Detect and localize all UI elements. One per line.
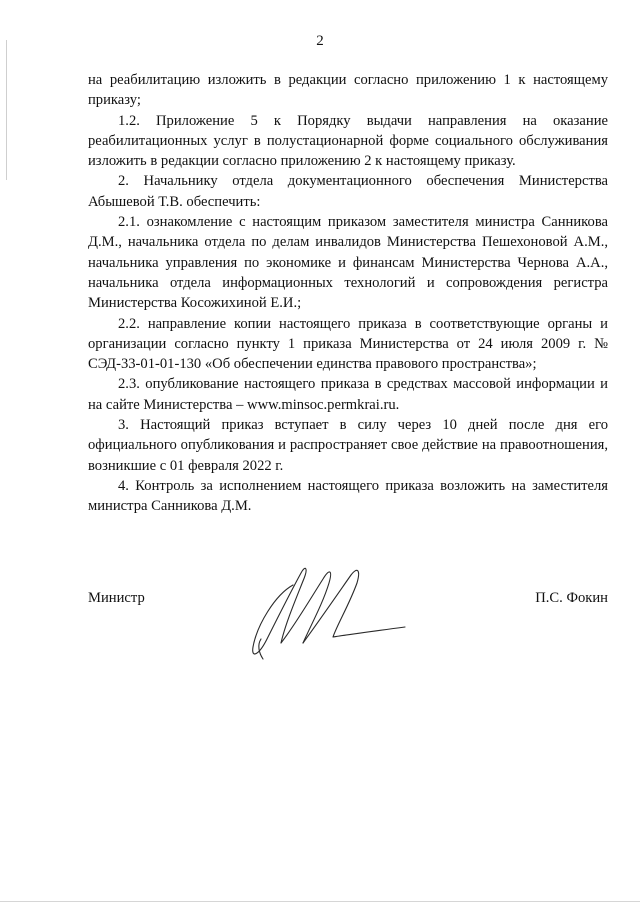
scan-edge-left <box>6 40 7 180</box>
paragraph-2: 2. Начальнику отдела документационного обеспечения Министерства Абышевой Т.В. обеспечить: <box>88 173 608 210</box>
paragraph-continuation: на реабилитацию изложить в редакции согласно приложению 1 к настоящему приказу; <box>88 72 608 109</box>
paragraph-2-2: 2.2. направление копии настоящего приказа в соответствующие органы и организации согласно пункту 1 приказа Министерства от 24 июля 2009 г. № СЭД-33-01-01-130 «Об обеспечении единства правового пространства»; <box>88 315 608 373</box>
handwritten-signature <box>245 555 415 665</box>
paragraph-4: 4. Контроль за исполнением настоящего приказа возложить на заместителя министра Санникова Д.М. <box>88 477 608 515</box>
page-number: 2 <box>316 33 324 49</box>
signer-name: П.С. Фокин <box>535 590 608 606</box>
paragraph-2-1: 2.1. ознакомление с настоящим приказом заместителя министра Санникова Д.М., начальника отдела по делам инвалидов Министерства Пешехоновой А.М., начальника управления по экономике и финансам Министерства Чернова А.А., начальника отдела информационных технологий и сопровождения регистра Министерства Косожихиной Е.И.; <box>88 214 608 312</box>
scan-edge-bottom <box>0 901 640 902</box>
paragraph-1-2: 1.2. Приложение 5 к Порядку выдачи направления на оказание реабилитационных услуг в полустационарной форме социального обслуживания изложить в редакции согласно приложению 2 к настоящему приказу. <box>88 112 608 170</box>
document-body <box>88 70 608 517</box>
signer-position: Министр <box>88 590 145 606</box>
paragraph-2-3: 2.3. опубликование настоящего приказа в средствах массовой информации и на сайте Министерства – www.minsoc.permkrai.ru. <box>88 376 608 413</box>
paragraph-3: 3. Настоящий приказ вступает в силу через 10 дней после дня его официального опубликования и распространяет свое действие на правоотношения, возникшие с 01 февраля 2022 г. <box>88 417 608 474</box>
